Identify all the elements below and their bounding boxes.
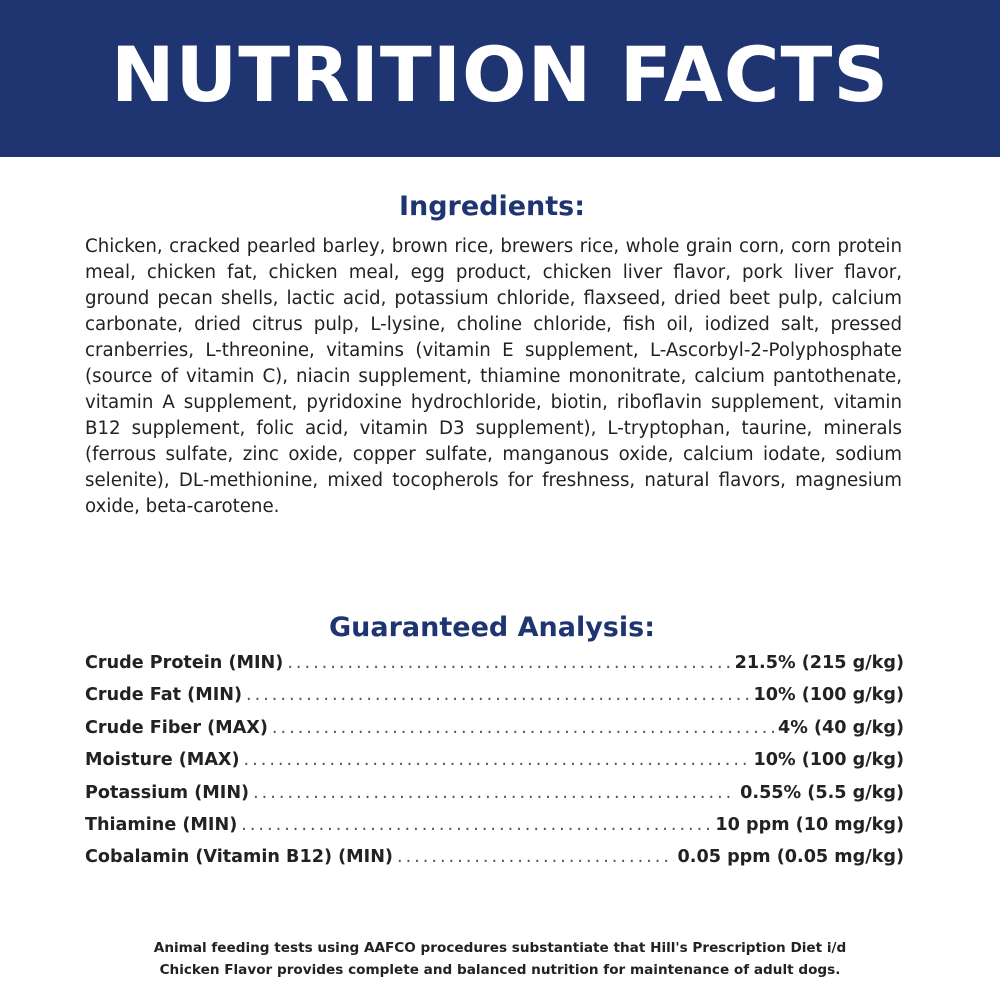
analysis-value: 4% (40 g/kg) xyxy=(778,717,904,738)
analysis-row-crude-protein xyxy=(85,653,904,685)
dot-leader xyxy=(397,847,674,867)
analysis-row-crude-fiber xyxy=(85,718,904,750)
analysis-label: Crude Protein (MIN) xyxy=(85,653,284,673)
analysis-label: Potassium (MIN) xyxy=(85,782,250,803)
analysis-row-cobalamin xyxy=(85,847,904,879)
header-banner xyxy=(0,0,1000,157)
analysis-value: 0.05 ppm (0.05 mg/kg) xyxy=(677,847,904,868)
dot-leader xyxy=(272,718,774,738)
analysis-row-thiamine xyxy=(85,815,904,847)
analysis-label: Moisture (MAX) xyxy=(85,750,240,771)
analysis-label: Cobalamin (Vitamin B12) (MIN) xyxy=(85,847,393,868)
analysis-row-crude-fat xyxy=(85,685,904,717)
analysis-label: Crude Fiber (MAX) xyxy=(85,717,268,738)
analysis-label: Thiamine (MIN) xyxy=(85,814,238,835)
dot-leader xyxy=(244,750,750,770)
page-title: NUTRITION FACTS xyxy=(110,30,890,119)
aafco-statement xyxy=(0,937,1000,981)
aafco-statement-line-1: Animal feeding tests using AAFCO procedures substantiate that Hill's Prescription Diet i/d xyxy=(153,940,847,956)
dot-leader xyxy=(246,685,749,705)
guaranteed-analysis-list xyxy=(85,653,904,880)
analysis-row-potassium xyxy=(85,783,904,815)
analysis-row-moisture xyxy=(85,750,904,782)
ingredients-text: Chicken, cracked pearled barley, brown rice, brewers rice, whole grain corn, corn protein meal, chicken fat, chicken meal, egg product, chicken liver flavor, pork liver flavor, ground pecan shells, lactic acid, potassium chloride, flaxseed, dried beet pulp, calcium carbonate, dried citrus pulp, L-lysine, choline chloride, fish oil, iodized salt, pressed cranberries, L-threonine, vitamins (vitamin E supplement, L-Ascorbyl-2-Polyphosphate (source of vitamin C), niacin supplement, thiamine mononitrate, calcium pantothenate, vitamin A supplement, pyridoxine hydrochloride, biotin, riboflavin supplement, vitamin B12 supplement, folic acid, vitamin D3 supplement), L-tryptophan, taurine, minerals (ferrous sulfate, zinc oxide, copper sulfate, manganous oxide, calcium iodate, sodium selenite), DL-methionine, mixed tocopherols for freshness, natural flavors, magnesium oxide, beta-carotene. xyxy=(85,236,902,517)
analysis-value: 10% (100 g/kg) xyxy=(753,750,904,771)
analysis-value: 10 ppm (10 mg/kg) xyxy=(715,814,904,835)
ingredients-heading: Ingredients: xyxy=(398,191,586,222)
dot-leader xyxy=(253,783,736,803)
analysis-value: 10% (100 g/kg) xyxy=(753,685,904,706)
aafco-statement-line-2: Chicken Flavor provides complete and balanced nutrition for maintenance of adult dogs. xyxy=(159,962,841,978)
dot-leader xyxy=(287,653,730,673)
analysis-value: 0.55% (5.5 g/kg) xyxy=(740,782,904,803)
dot-leader xyxy=(241,815,711,835)
analysis-label: Crude Fat (MIN) xyxy=(85,685,243,706)
analysis-value: 21.5% (215 g/kg) xyxy=(734,653,904,673)
guaranteed-analysis-heading: Guaranteed Analysis: xyxy=(328,612,655,643)
